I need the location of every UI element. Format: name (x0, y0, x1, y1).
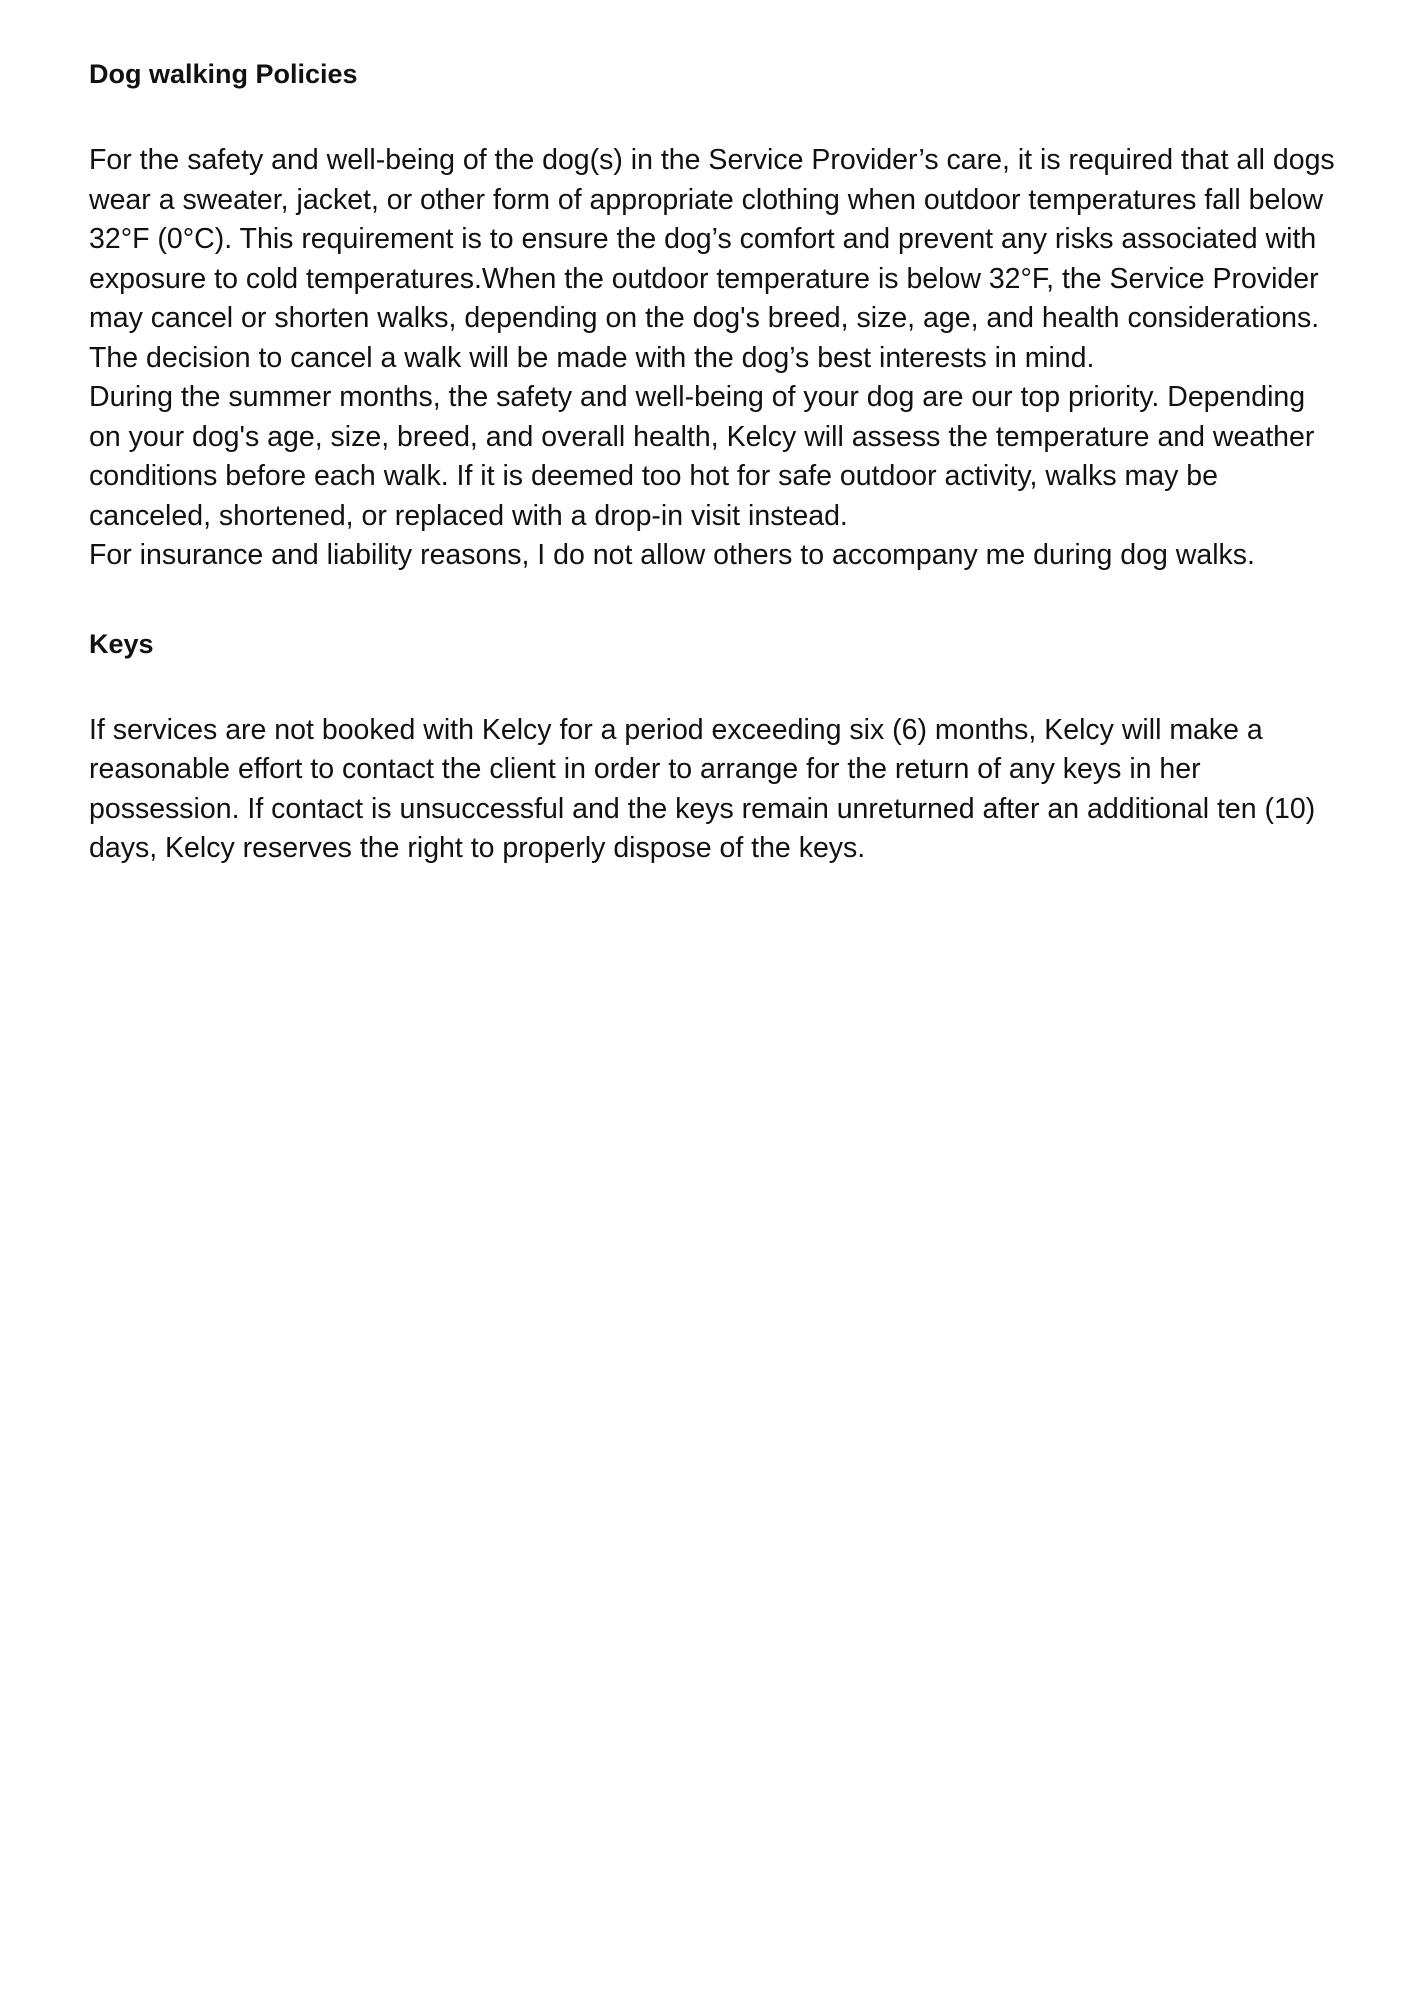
paragraph-summer-weather: During the summer months, the safety and well-being of your dog are our top priority. Depending on your dog's age, size, breed, and overall health, Kelcy will assess the temperature and weather conditions before each walk. If it is deemed too hot for safe outdoor activity, walks may be canceled, shortened, or replaced with a drop-in visit instead. (89, 381, 1315, 532)
paragraph-insurance: For insurance and liability reasons, I do not allow others to accompany me during dog walks. (89, 539, 1255, 571)
section-body (89, 711, 1339, 869)
paragraph-keys-return: If services are not booked with Kelcy for a period exceeding six (6) months, Kelcy will make a reasonable effort to contact the client in order to arrange for the return of any keys in her possession. If contact is unsuccessful and the keys remain unreturned after an additional ten (10) days, Kelcy reserves the right to properly dispose of the keys. (89, 713, 1316, 864)
section-body (89, 141, 1339, 576)
section-dog-walking-policies (89, 54, 1339, 576)
section-keys (89, 624, 1339, 869)
section-heading: Keys (89, 628, 154, 659)
document-content (89, 54, 1339, 869)
paragraph-cold-weather: For the safety and well-being of the dog(s) in the Service Provider’s care, it is required that all dogs wear a sweater, jacket, or other form of appropriate clothing when outdoor temperatures fall below 32°F (0°C). This requirement is to ensure the dog’s comfort and prevent any risks associated with exposure to cold temperatures.When the outdoor temperature is below 32°F, the Service Provider may cancel or shorten walks, depending on the dog's breed, size, age, and health considerations. The decision to cancel a walk will be made with the dog’s best interests in mind. (89, 144, 1335, 374)
section-heading: Dog walking Policies (89, 59, 358, 89)
